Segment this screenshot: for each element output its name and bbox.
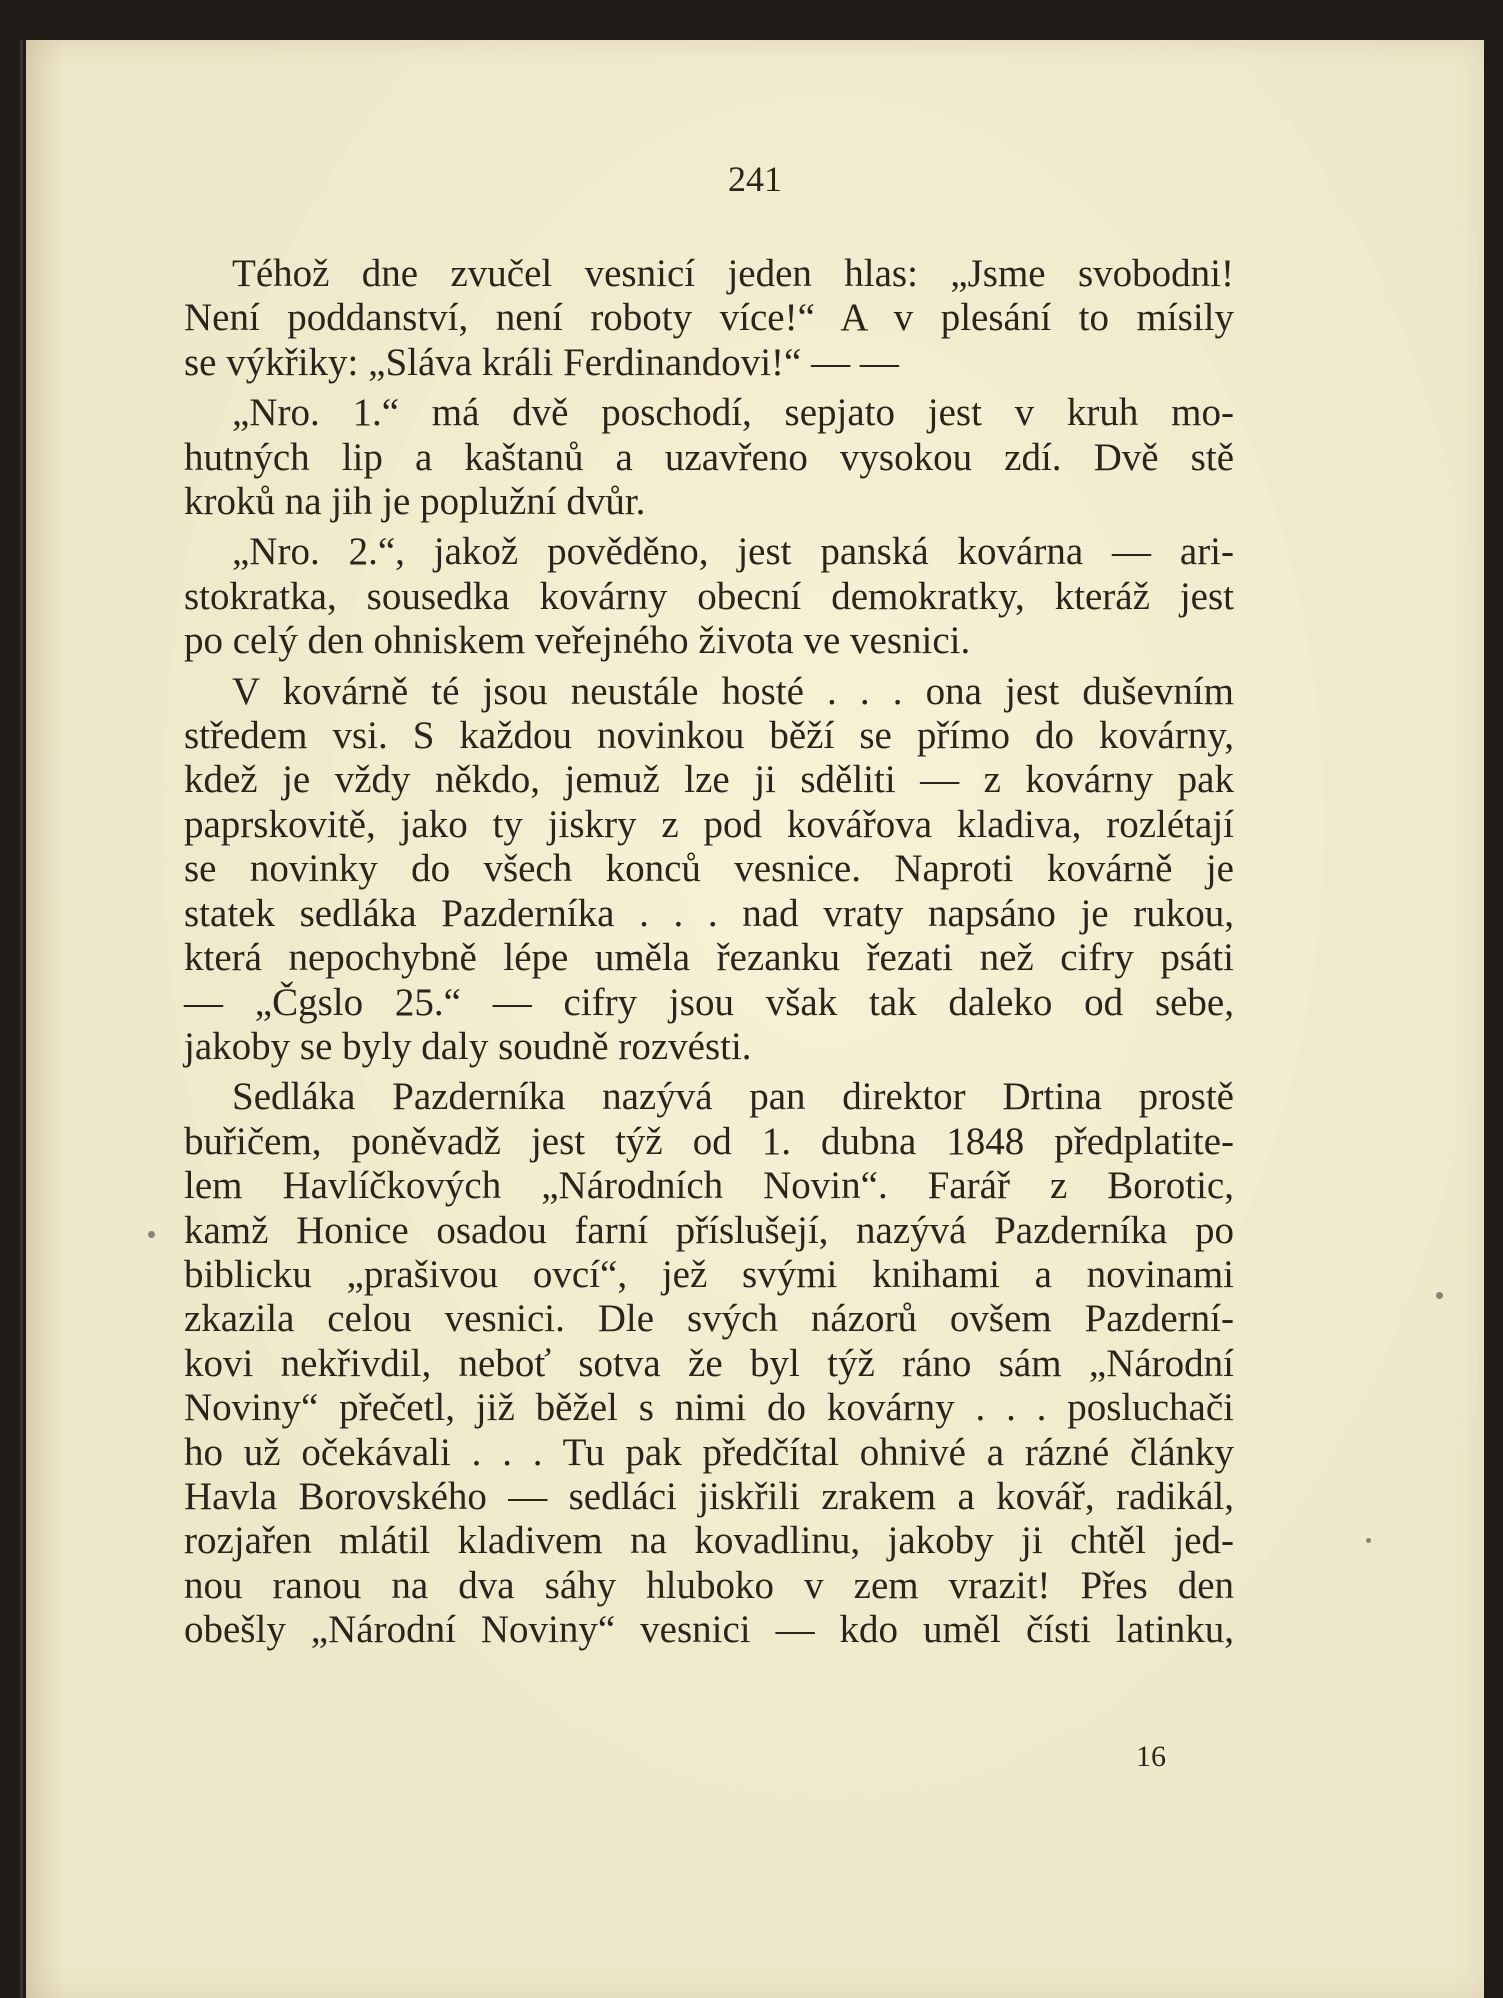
book-spine-edge [20,40,23,1998]
text-line: kroků na jih je poplužní dvůr. [184,480,646,524]
text-line: „Nro. 2.“, jakož pověděno, jest panská kovárna — ari- [232,530,1234,574]
text-line: se novinky do všech konců vesnice. Naproti kovárně je [184,847,1234,891]
text-line: Sedláka Pazderníka nazývá pan direktor Drtina prostě [232,1075,1234,1119]
text-line: která nepochybně lépe uměla řezanku řezati než cifry psáti [184,936,1234,980]
speck-mark [1436,1292,1443,1299]
paragraph [184,530,1234,663]
text-line: stokratka, sousedka kovárny obecní demokratky, kteráž jest [184,574,1234,618]
book-page [26,40,1484,1998]
text-line: nou ranou na dva sáhy hluboko v zem vrazit! Přes den [184,1563,1234,1607]
text-line: kovi nekřivdil, neboť sotva že byl týž ráno sám „Národní [184,1341,1234,1385]
text-line: kdež je vždy někdo, jemuž lze ji sděliti — z kovárny pak [184,758,1234,802]
speck-mark [1366,1538,1371,1543]
paragraph [184,1075,1234,1652]
paragraph [184,670,1234,1070]
text-line: obešly „Národní Noviny“ vesnici — kdo uměl čísti latinku, [184,1608,1234,1652]
text-line: středem vsi. S každou novinkou běží se přímo do kovárny, [184,714,1234,758]
text-line: rozjařen mlátil kladivem na kovadlinu, jakoby ji chtěl jed- [184,1519,1234,1563]
text-line: biblicku „prašivou ovcí“, jež svými knihami a novinami [184,1252,1234,1296]
text-line: buřičem, poněvadž jest týž od 1. dubna 1848 předplatite- [184,1119,1234,1163]
text-line: lem Havlíčkových „Národních Novin“. Farář z Borotic, [184,1164,1234,1208]
text-line: kamž Honice osadou farní příslušejí, nazývá Pazderníka po [184,1208,1234,1252]
speck-mark [148,1231,155,1238]
paragraph [184,391,1234,524]
text-line: jakoby se byly daly soudně rozvésti. [184,1024,752,1068]
text-line: paprskovitě, jako ty jiskry z pod kovářova kladiva, rozlétají [184,802,1234,846]
paragraph [184,252,1234,385]
text-line: zkazila celou vesnici. Dle svých názorů ovšem Pazderní- [184,1297,1234,1341]
body-text [184,252,1234,1659]
text-line: Havla Borovského — sedláci jiskřili zrakem a kovář, radikál, [184,1474,1234,1518]
text-line: Není poddanství, není roboty více!“ A v plesání to mísily [184,296,1234,340]
text-line: se výkřiky: „Sláva králi Ferdinandovi!“ — — [184,340,899,384]
text-line: V kovárně té jsou neustále hosté . . . ona jest duševním [232,669,1234,713]
text-line: ho už očekávali . . . Tu pak předčítal ohnivé a rázné články [184,1430,1234,1474]
text-line: „Nro. 1.“ má dvě poschodí, sepjato jest v kruh mo- [232,391,1234,435]
page-number: 241 [728,159,782,199]
text-line: hutných lip a kaštanů a uzavřeno vysokou zdí. Dvě stě [184,435,1234,479]
text-line: statek sedláka Pazderníka . . . nad vraty napsáno je rukou, [184,891,1234,935]
text-line: Téhož dne zvučel vesnicí jeden hlas: „Jsme svobodni! [232,252,1234,295]
text-line: Noviny“ přečetl, již běžel s nimi do kovárny . . . posluchači [184,1386,1234,1430]
text-line: — „Čgslo 25.“ — cifry jsou však tak daleko od sebe, [184,980,1234,1024]
printer-signature-mark: 16 [1136,1740,1166,1773]
text-line: po celý den ohniskem veřejného života ve vesnici. [184,619,971,663]
